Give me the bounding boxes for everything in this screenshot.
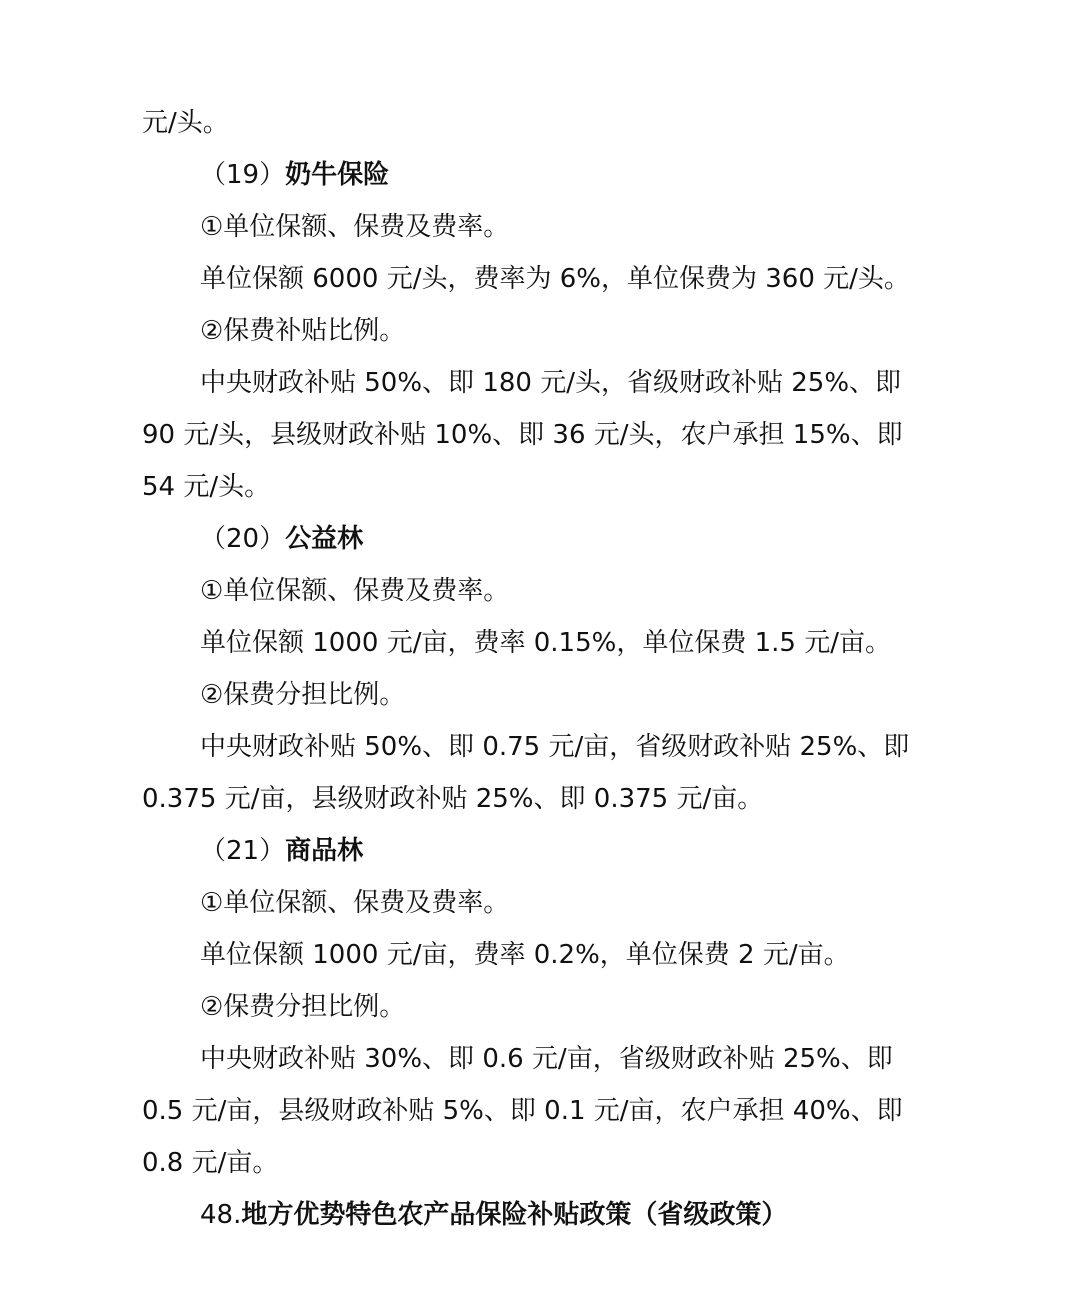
section-heading-20 xyxy=(142,513,942,565)
section-number: （20） xyxy=(200,524,286,554)
section-number: （21） xyxy=(200,836,286,866)
section-title: 商品林 xyxy=(285,836,364,866)
text-line: 单位保额 6000 元/头，费率为 6%，单位保费为 360 元/头。 xyxy=(200,264,910,294)
section-number: （19） xyxy=(200,160,286,190)
section-title: 公益林 xyxy=(285,524,364,554)
text-line: 54 元/头。 xyxy=(142,472,271,502)
document-body xyxy=(142,97,942,1241)
text-line: 90 元/头，县级财政补贴 10%、即 36 元/头，农户承担 15%、即 xyxy=(142,420,903,450)
text-line: ②保费分担比例。 xyxy=(200,992,406,1022)
text-line: 中央财政补贴 50%、即 0.75 元/亩，省级财政补贴 25%、即 xyxy=(200,732,910,762)
text-line: ①单位保额、保费及费率。 xyxy=(200,576,510,606)
section-number: 48. xyxy=(200,1200,242,1230)
text-line: 0.8 元/亩。 xyxy=(142,1148,279,1178)
text-line: ②保费分担比例。 xyxy=(200,680,406,710)
section-heading-21 xyxy=(142,825,942,877)
text-line: 0.375 元/亩，县级财政补贴 25%、即 0.375 元/亩。 xyxy=(142,784,764,814)
text-line: 单位保额 1000 元/亩，费率 0.15%，单位保费 1.5 元/亩。 xyxy=(200,628,891,658)
text-line: 中央财政补贴 50%、即 180 元/头，省级财政补贴 25%、即 xyxy=(200,368,902,398)
text-line: 中央财政补贴 30%、即 0.6 元/亩，省级财政补贴 25%、即 xyxy=(200,1044,893,1074)
section-title: 奶牛保险 xyxy=(285,160,390,190)
section-heading-19 xyxy=(142,149,942,201)
text-line: 单位保额 1000 元/亩，费率 0.2%，单位保费 2 元/亩。 xyxy=(200,940,850,970)
text-line: 0.5 元/亩，县级财政补贴 5%、即 0.1 元/亩，农户承担 40%、即 xyxy=(142,1096,903,1126)
text-line: ②保费补贴比例。 xyxy=(200,316,406,346)
section-heading-48 xyxy=(142,1189,942,1241)
text-line: ①单位保额、保费及费率。 xyxy=(200,212,510,242)
text-line: ①单位保额、保费及费率。 xyxy=(200,888,510,918)
text-line: 元/头。 xyxy=(142,108,229,138)
section-title: 地方优势特色农产品保险补贴政策（省级政策） xyxy=(241,1200,788,1230)
